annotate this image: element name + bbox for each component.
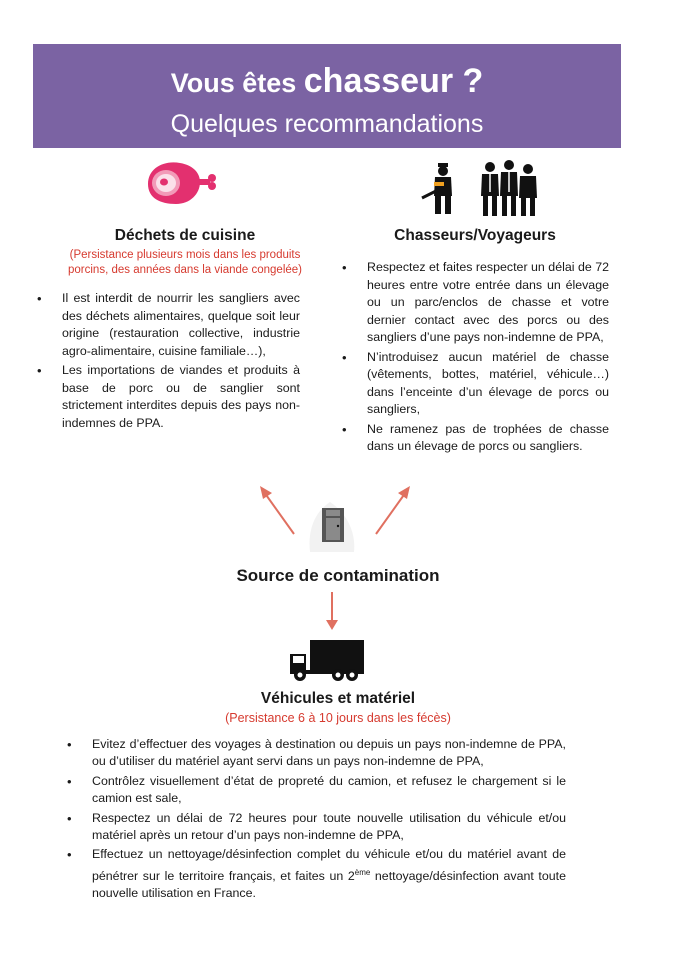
- kitchen-waste-list: [34, 290, 300, 434]
- page-title: Vous êtes chasseur ?: [170, 62, 484, 100]
- arrow-up-left-icon: [250, 478, 300, 538]
- list-item: • Il est interdit de nourrir les sangliers avec des déchets alimentaires, quelque soit leur origine (restauration collective, industrie agro-alimentaire, cuisine familiale…),: [34, 290, 300, 360]
- vehicles-heading: Véhicules et matériel: [260, 690, 416, 707]
- list-item: • Respectez un délai de 72 heures pour toute nouvelle utilisation du véhicule et/ou matériel après un retour d’un pays non-indemne de PPA,: [64, 810, 566, 845]
- list-item: • Evitez d’effectuer des voyages à destination ou depuis un pays non-indemne de PPA, ou d’utiliser du matériel ayant servi dans un pays non-indemne de PPA,: [64, 736, 566, 771]
- travelers-icon: [478, 158, 540, 218]
- list-item: • Contrôlez visuellement d’état de propreté du camion, et refusez le chargement si le camion est sale,: [64, 773, 566, 808]
- arrow-up-right-icon: [370, 478, 420, 538]
- truck-icon: [288, 638, 366, 682]
- hunters-travelers-heading: Chasseurs/Voyageurs: [394, 227, 556, 244]
- vehicles-note: (Persistance 6 à 10 jours dans les fécès): [225, 711, 451, 725]
- list-item: • N’introduisez aucun matériel de chasse (vêtements, bottes, matériel, véhicule…) dans l’enceinte d’un élevage de porcs ou sangliers,: [339, 349, 609, 419]
- door-icon: [300, 494, 364, 554]
- list-item: • Les importations de viandes et produits à base de porc ou de sanglier sont strictement interdites depuis des pays non-indemnes de PPA.: [34, 362, 300, 432]
- arrow-down-icon: [322, 590, 342, 632]
- title-banner: [33, 44, 621, 148]
- ham-icon: [142, 158, 222, 210]
- kitchen-waste-note: (Persistance plusieurs mois dans les produits porcins, des années dans la viande congelée): [68, 249, 302, 276]
- list-item: • Ne ramenez pas de trophées de chasse dans un élevage de porcs ou sangliers.: [339, 421, 609, 456]
- title-emphasis: chasseur ?: [303, 62, 484, 100]
- contamination-source-label: Source de contamination: [236, 566, 440, 585]
- vehicles-list: [64, 736, 566, 905]
- hunters-travelers-list: [339, 259, 609, 458]
- hunter-icon: [420, 160, 464, 216]
- list-item: • Effectuez un nettoyage/désinfection complet du véhicule et/ou du matériel avant de pénétrer sur le territoire français, et faites un 2ème nettoyage/désinfection avant toute nouvelle utilisation en France.: [64, 846, 566, 902]
- kitchen-waste-heading: Déchets de cuisine: [114, 227, 256, 244]
- page-subtitle: Quelques recommandations: [170, 110, 484, 138]
- list-item: • Respectez et faites respecter un délai de 72 heures entre votre entrée dans un élevage ou un parc/enclos de chasse et votre dernier contact avec des porcs ou des sangliers d’une pays non-indemne de PPA,: [339, 259, 609, 347]
